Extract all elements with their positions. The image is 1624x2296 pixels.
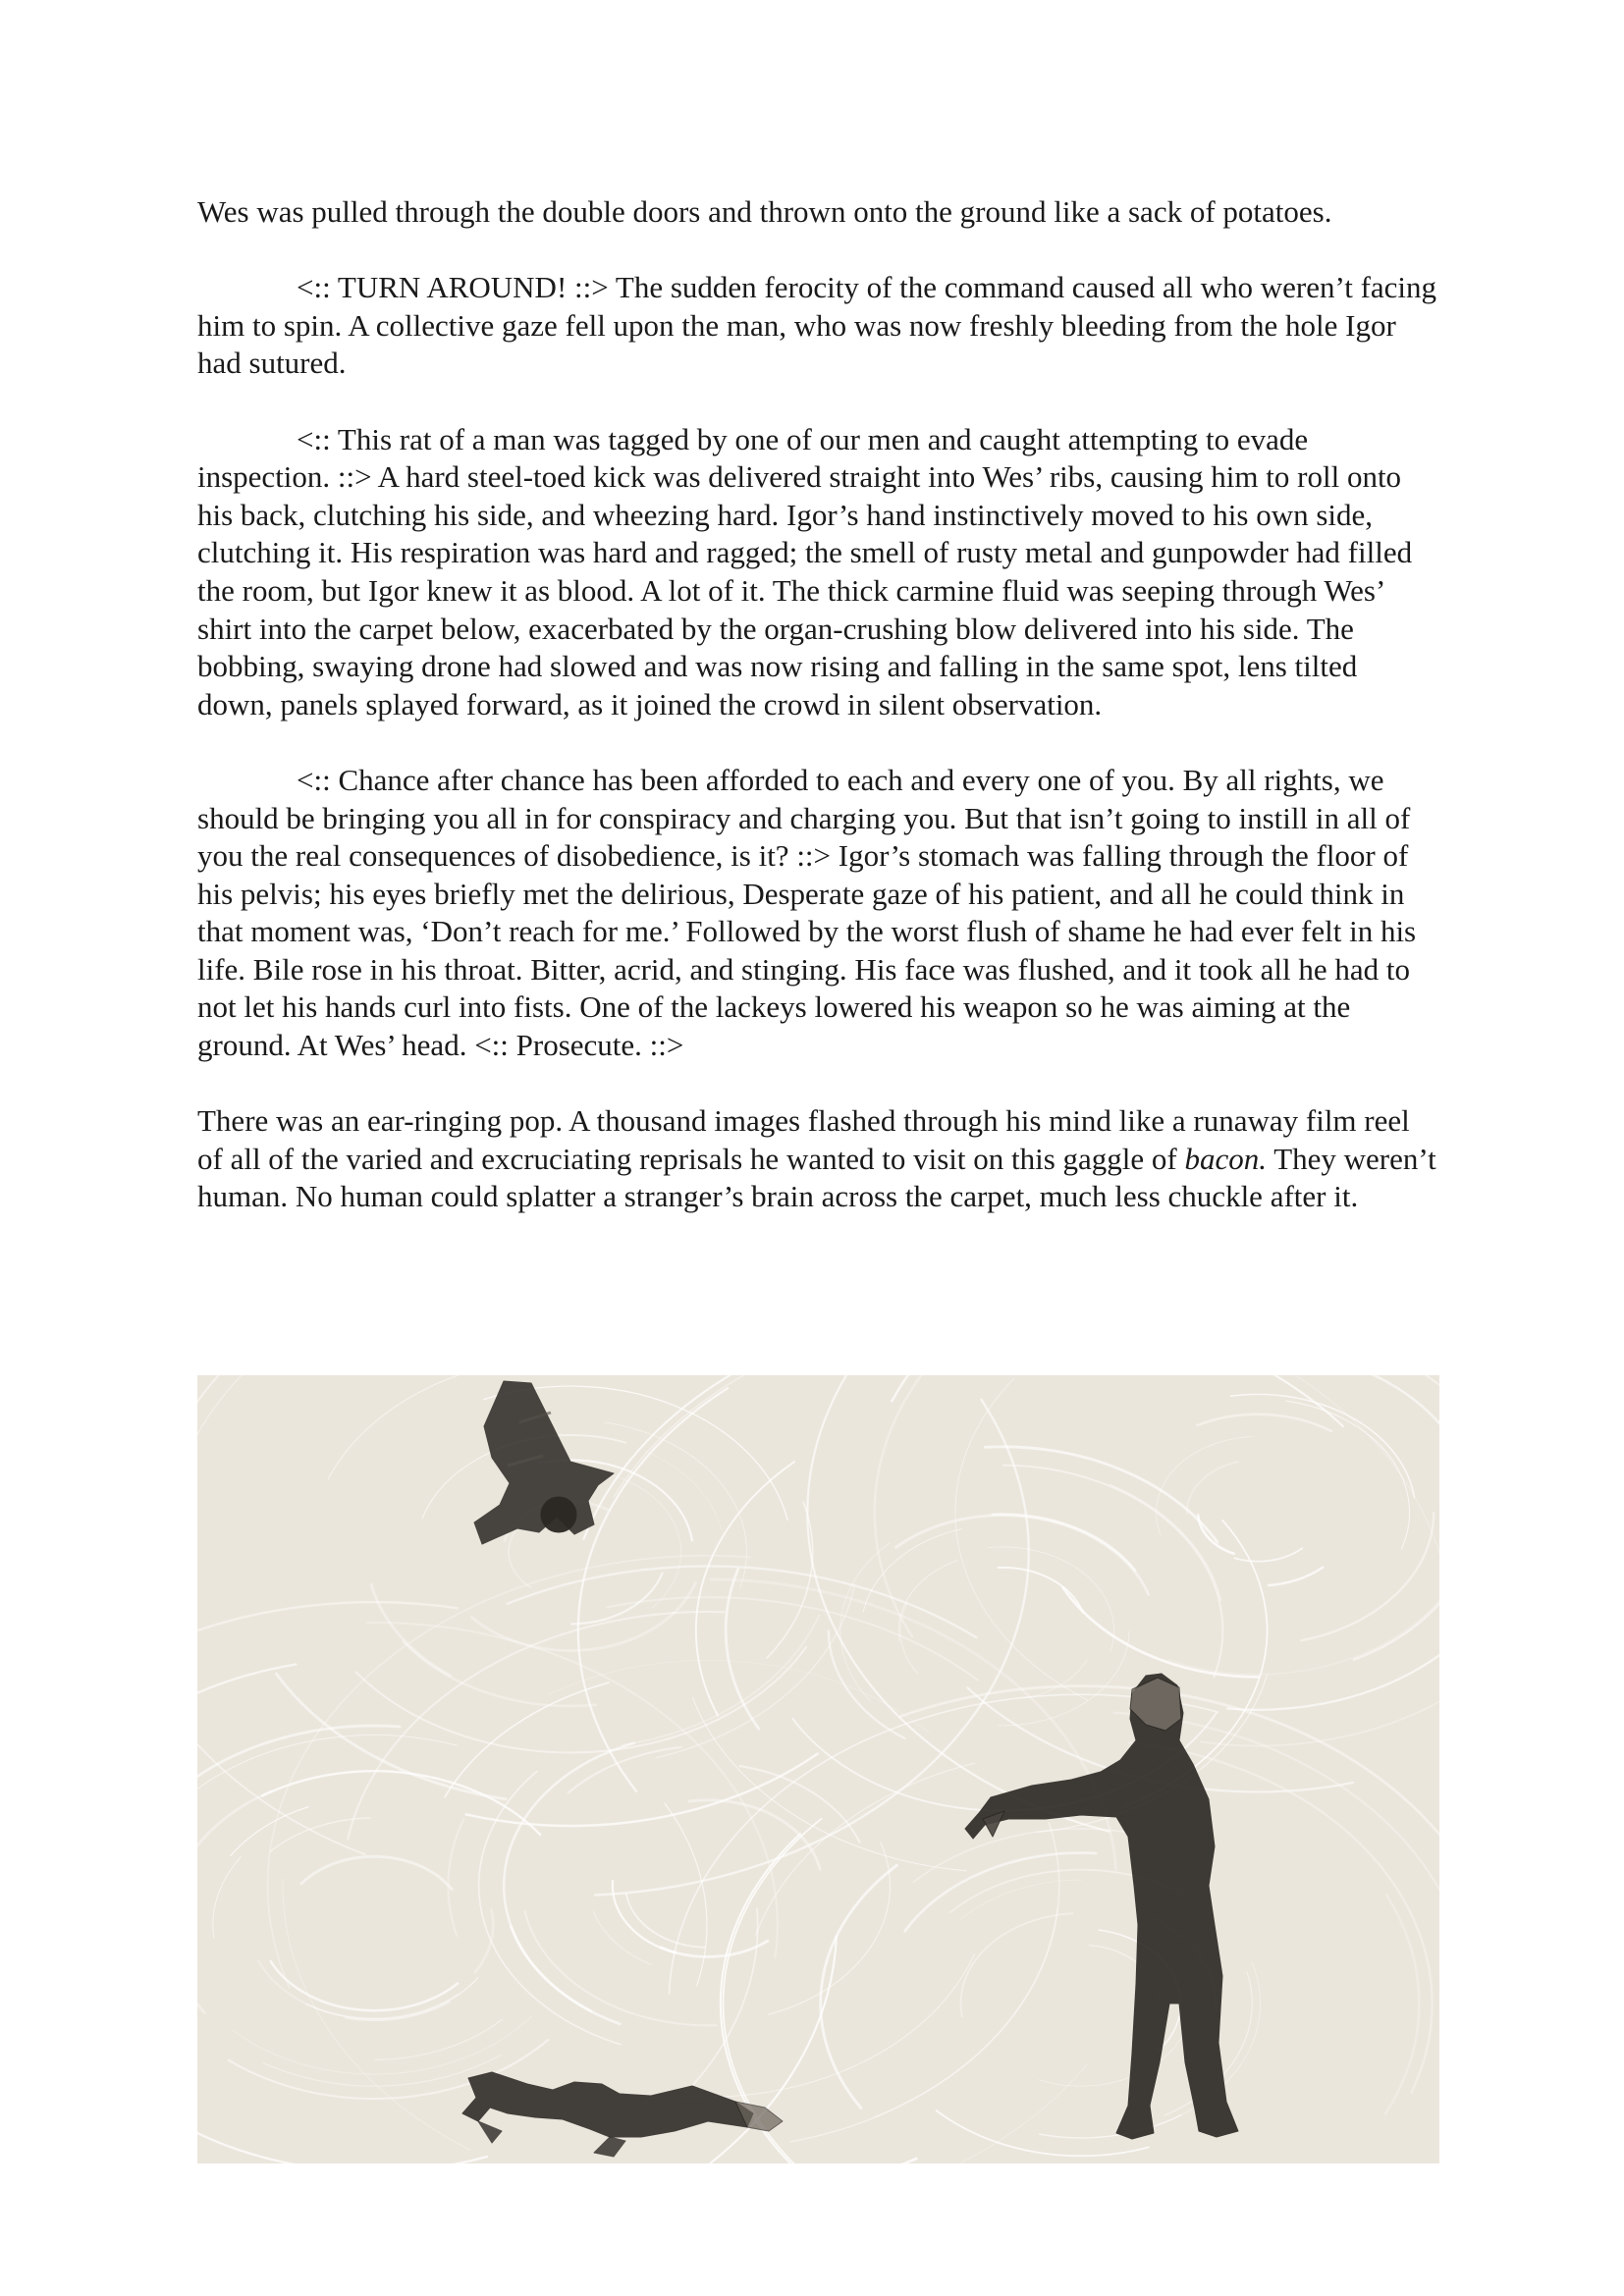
paragraph-4: <:: Chance after chance has been afforded to each and every one of you. By all rights, we should be bringing you all in for conspiracy and charging you. But that isn’t going to instill in all of you the real consequences of disobedience, is it? ::> Igor’s stomach was falling through the floor of his pelvis; his eyes briefly met the delirious, Desperate gaze of his patient, and all he could think in that moment was, ‘Don’t reach for me.’ Followed by the worst flush of shame he had ever felt in his life. Bile rose in his throat. Bitter, acrid, and stinging. His face was flushed, and it took all he had to not let his hands curl into fists. One of the lackeys lowered his weapon so he was aiming at the ground. At Wes’ head. <:: Prosecute. ::> — [197, 762, 1417, 1063]
story-text — [197, 193, 1439, 1216]
scene-illustration — [197, 1375, 1439, 2163]
illustration-canvas — [197, 1375, 1439, 2163]
illustration-background — [197, 1375, 1439, 2163]
paragraph-5: There was an ear-ringing pop. A thousand images flashed through his mind like a runaway film reel of all of the varied and excruciating reprisals he wanted to visit on this gaggle of bacon. They weren’t human. No human could splatter a stranger’s brain across the carpet, much less chuckle after it. — [197, 1103, 1436, 1214]
paragraph-1: Wes was pulled through the double doors and thrown onto the ground like a sack of potatoes. — [197, 194, 1332, 229]
paragraph-3: <:: This rat of a man was tagged by one of our men and caught attempting to evade inspection. ::> A hard steel-toed kick was delivered straight into Wes’ ribs, causing him to roll onto his back, clutching his side, and wheezing hard. Igor’s hand instinctively moved to his own side, clutching it. His respiration was hard and ragged; the smell of rusty metal and gunpowder had filled the room, but Igor knew it as blood. A lot of it. The thick carmine fluid was seeping through Wes’ shirt into the carpet below, exacerbated by the organ-crushing blow delivered into his side. The bobbing, swaying drone had slowed and was now rising and falling in the same spot, lens tilted down, panels splayed forward, as it joined the crowd in silent observation. — [197, 421, 1413, 721]
paragraph-2: <:: TURN AROUND! ::> The sudden ferocity of the command caused all who weren’t facing him to spin. A collective gaze fell upon the man, who was now freshly bleeding from the hole Igor had sutured. — [197, 270, 1437, 381]
